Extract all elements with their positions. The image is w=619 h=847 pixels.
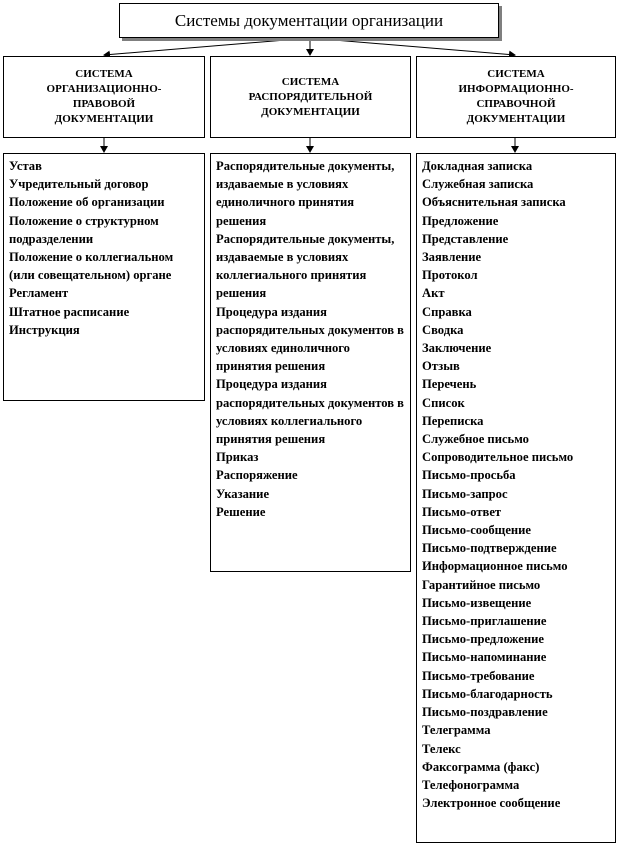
list-item: Служебная записка: [422, 177, 534, 192]
list-item: Положение о структурном подразделении: [9, 213, 159, 246]
list-item: Письмо-приглашение: [422, 614, 547, 629]
list-item: Предложение: [422, 213, 499, 228]
list-item: Справка: [422, 304, 472, 319]
list-information-reference: [416, 153, 616, 843]
list-item: Указание: [216, 486, 270, 501]
list-item: Решение: [216, 504, 266, 519]
list-item: Положение об организации: [9, 195, 165, 210]
list-item: Инструкция: [9, 322, 80, 337]
list-organizational-legal: [3, 153, 205, 401]
list-item: Докладная записка: [422, 159, 533, 173]
list-item: Письмо-требование: [422, 668, 535, 683]
list-item: Протокол: [422, 268, 478, 283]
list-item: Письмо-благодарность: [422, 686, 553, 701]
list-item: Учредительный договор: [9, 177, 149, 192]
column-header-information-reference: [416, 56, 616, 138]
list-item: Сводка: [422, 322, 464, 337]
list-item: Акт: [422, 286, 445, 301]
list-item: Распоряжение: [216, 468, 298, 483]
list-item: Письмо-ответ: [422, 504, 502, 519]
list-item: Процедура издания распорядительных документов в условиях коллегиального принятия решения: [216, 377, 404, 447]
column-header-label: СИСТЕМА РАСПОРЯДИТЕЛЬНОЙ ДОКУМЕНТАЦИИ: [248, 75, 373, 118]
list-item: Телеграмма: [422, 723, 491, 738]
list-item: Телекс: [422, 741, 461, 756]
list-item: Письмо-сообщение: [422, 523, 532, 538]
list-item: Регламент: [9, 286, 69, 301]
arrow-title-to-col3: [310, 38, 515, 55]
list-administrative: [210, 153, 411, 572]
list-item: Устав: [9, 159, 42, 173]
list-item: Объяснительная записка: [422, 195, 566, 210]
list-item: Распорядительные документы, издаваемые в условиях единоличного принятия решения: [216, 159, 395, 228]
list-item: Заключение: [422, 341, 492, 356]
list-item: Письмо-поздравление: [422, 705, 548, 720]
diagram-title: Системы документации организации: [119, 3, 499, 38]
list-item: Отзыв: [422, 359, 460, 374]
arrow-title-to-col1: [104, 38, 310, 55]
list-item: Распорядительные документы, издаваемые в условиях коллегиального принятия решения: [216, 231, 395, 301]
list-item: Служебное письмо: [422, 432, 529, 447]
list-item: Перечень: [422, 377, 477, 392]
list-item: Письмо-предложение: [422, 632, 544, 647]
column-header-organizational-legal: [3, 56, 205, 138]
list-item: Письмо-напоминание: [422, 650, 547, 665]
list-item: Факсограмма (факс): [422, 759, 540, 774]
list-item: Письмо-просьба: [422, 468, 516, 483]
list-item: Заявление: [422, 250, 482, 265]
list-item: Процедура издания распорядительных документов в условиях единоличного принятия решения: [216, 304, 404, 374]
list-item: Штатное расписание: [9, 304, 130, 319]
list-item: Письмо-запрос: [422, 486, 508, 501]
list-item: Информационное письмо: [422, 559, 568, 574]
list-item: Письмо-подтверждение: [422, 541, 557, 556]
list-item: Приказ: [216, 450, 259, 465]
list-item: Представление: [422, 231, 509, 246]
column-header-administrative: [210, 56, 411, 138]
list-item: Список: [422, 395, 465, 410]
column-header-label: СИСТЕМА ОРГАНИЗАЦИОННО-ПРАВОВОЙ ДОКУМЕНТАЦИИ: [46, 68, 162, 125]
list-item: Положение о коллегиальном (или совещательном) органе: [9, 250, 174, 283]
list-item: Письмо-извещение: [422, 595, 532, 610]
column-header-label: СИСТЕМА ИНФОРМАЦИОННО-СПРАВОЧНОЙ ДОКУМЕНТАЦИИ: [458, 68, 574, 125]
list-item: Телефонограмма: [422, 777, 520, 792]
list-item: Сопроводительное письмо: [422, 450, 574, 465]
list-item: Электронное сообщение: [422, 796, 561, 811]
list-item: Гарантийное письмо: [422, 577, 541, 592]
list-item: Переписка: [422, 413, 484, 428]
